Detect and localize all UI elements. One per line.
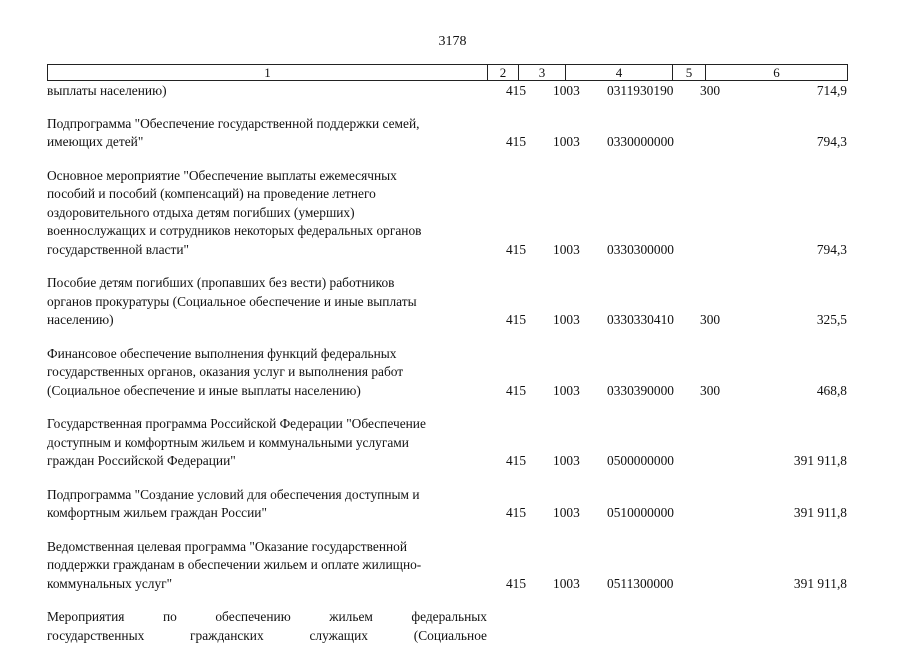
row-description: Государственная программа Российской Федерации "Обеспечение доступным и комфортным жильем и коммунальными услугами граждан Российской Федерации" [47, 416, 426, 468]
row-code-ministry: 415 [505, 505, 527, 520]
column-header-table [47, 64, 848, 81]
row-description: выплаты населению) [47, 83, 167, 98]
row-code-target: 0330330410 [607, 312, 674, 327]
table-row [47, 167, 847, 260]
row-code-section: 1003 [553, 382, 580, 398]
row-amount: 391 911,8 [793, 505, 847, 520]
row-code-target: 0330390000 [607, 382, 674, 398]
column-header-6: 6 [706, 65, 848, 81]
table-row [47, 115, 847, 152]
column-header-1: 1 [48, 65, 488, 81]
row-amount: 468,8 [816, 382, 847, 398]
column-header-row [48, 65, 848, 81]
row-code-ministry: 415 [505, 134, 527, 149]
row-code-expense-type: 300 [700, 312, 721, 327]
row-description: Пособие детям погибших (пропавших без вести) работников органов прокуратуры (Социальное обеспечение и иные выплаты населению) [47, 275, 417, 327]
row-code-section: 1003 [553, 312, 580, 327]
row-code-expense-type: 300 [700, 83, 721, 98]
row-code-target: 0330300000 [607, 241, 674, 257]
table-row [47, 82, 847, 101]
row-amount: 794,3 [816, 134, 847, 149]
row-code-target: 0330000000 [607, 134, 674, 149]
row-code-section: 1003 [553, 134, 580, 149]
row-code-section: 1003 [553, 241, 580, 257]
page-number: 3178 [438, 34, 467, 49]
table-row [47, 415, 847, 471]
row-code-target: 0311930190 [607, 83, 674, 98]
row-code-ministry: 415 [505, 453, 527, 468]
row-description: Ведомственная целевая программа "Оказание государственной поддержки гражданам в обеспечении жильем и оплате жилищно- коммунальных услуг" [47, 538, 422, 591]
row-description: Мероприятия по обеспечению жильем федеральных государственных гражданских служащих (Социальное [47, 609, 487, 643]
row-amount: 391 911,8 [793, 575, 847, 591]
row-amount: 391 911,8 [793, 453, 847, 468]
table-row [47, 486, 847, 523]
row-description: Подпрограмма "Создание условий для обеспечения доступным и комфортным жильем граждан России" [47, 486, 420, 520]
table-row [47, 345, 847, 401]
row-description: Основное мероприятие "Обеспечение выплаты ежемесячных пособий и пособий (компенсаций) на проведение летнего оздоровительного отдыха детям погибших (умерших) военнослужащих и сотрудников некоторых федеральных органов государственной власти" [47, 167, 422, 257]
table-row [47, 274, 847, 330]
row-code-section: 1003 [553, 453, 580, 468]
row-amount: 325,5 [816, 312, 847, 327]
column-header-5: 5 [673, 65, 706, 81]
row-code-target: 0500000000 [607, 453, 674, 468]
row-code-section: 1003 [553, 83, 580, 98]
row-code-target: 0511300000 [607, 575, 674, 591]
row-code-ministry: 415 [505, 83, 527, 98]
row-code-section: 1003 [553, 575, 580, 591]
row-amount: 714,9 [816, 83, 847, 98]
table-row [47, 538, 847, 594]
row-amount: 794,3 [816, 241, 847, 257]
column-header-2: 2 [488, 65, 519, 81]
column-header-3: 3 [519, 65, 566, 81]
column-header-4: 4 [566, 65, 673, 81]
row-code-expense-type: 300 [700, 382, 721, 398]
row-code-section: 1003 [553, 505, 580, 520]
budget-rows [47, 82, 847, 660]
row-code-ministry: 415 [505, 241, 527, 257]
row-code-ministry: 415 [505, 312, 527, 327]
row-description: Подпрограмма "Обеспечение государственной поддержки семей, имеющих детей" [47, 115, 420, 149]
row-code-ministry: 415 [505, 575, 527, 591]
row-description: Финансовое обеспечение выполнения функций федеральных государственных органов, оказания услуг и выполнения работ (Социальное обеспечение и иные выплаты населению) [47, 345, 404, 398]
table-row [47, 608, 847, 645]
row-code-target: 0510000000 [607, 505, 674, 520]
row-code-ministry: 415 [505, 382, 527, 398]
